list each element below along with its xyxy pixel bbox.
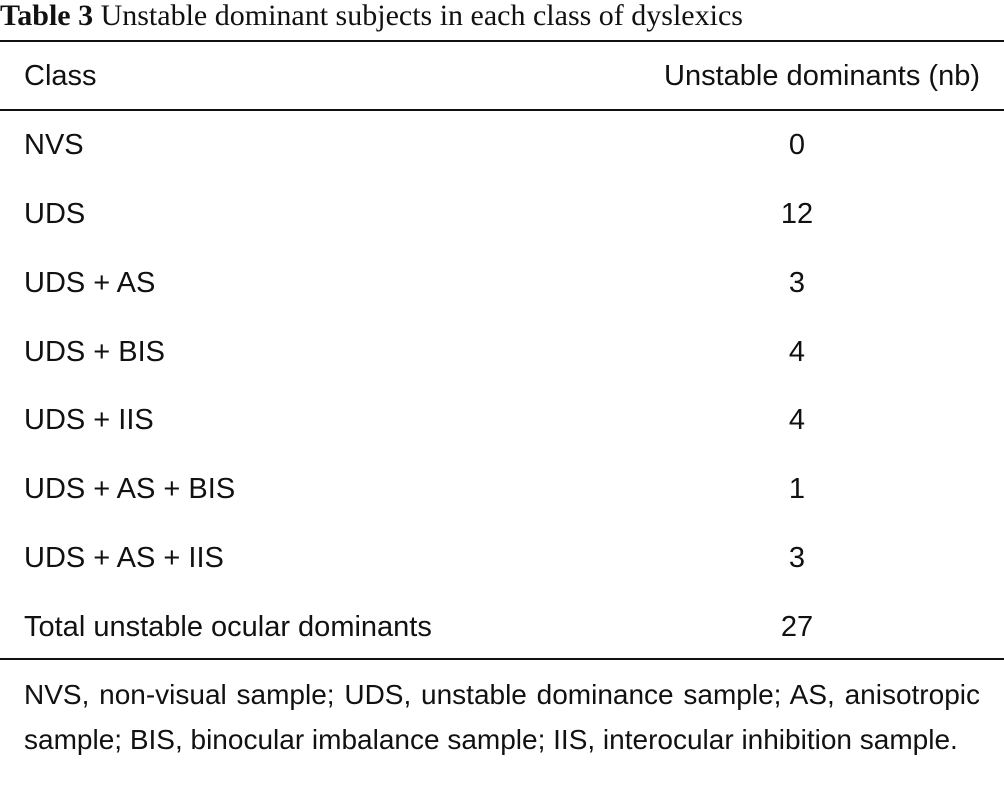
- header-unstable-dominants: Unstable dominants (nb): [664, 60, 980, 92]
- table-header-rule: [0, 109, 1004, 111]
- row-class-cell: UDS + AS + BIS: [24, 473, 236, 505]
- table-footnote: NVS, non-visual sample; UDS, unstable dominance sample; AS, anisotropic sample; BIS, binocular imbalance sample; IIS, interocular inhibition sample.: [24, 679, 980, 755]
- table-caption: [0, 0, 743, 36]
- row-count-cell: 3: [788, 542, 806, 574]
- row-class-cell: UDS: [24, 198, 86, 230]
- table-bottom-rule: [0, 658, 1004, 660]
- row-count-cell: 12: [780, 198, 814, 230]
- row-count-cell: 4: [788, 336, 806, 368]
- row-class-cell: UDS + BIS: [24, 336, 166, 368]
- row-class-cell: UDS + AS: [24, 267, 156, 299]
- row-class-cell: UDS + IIS: [24, 404, 154, 436]
- header-class: Class: [24, 60, 97, 92]
- row-class-cell: NVS: [24, 129, 84, 161]
- row-count-cell: 0: [788, 129, 806, 161]
- table-caption-text: Unstable dominant subjects in each class of dyslexics: [100, 0, 743, 32]
- row-class-cell: UDS + AS + IIS: [24, 542, 224, 574]
- row-class-cell: Total unstable ocular dominants: [24, 611, 432, 643]
- table-top-rule: [0, 40, 1004, 42]
- row-count-cell: 4: [788, 404, 806, 436]
- row-count-cell: 27: [780, 611, 814, 643]
- row-count-cell: 1: [788, 473, 806, 505]
- row-count-cell: 3: [788, 267, 806, 299]
- table-caption-label: Table 3: [0, 0, 94, 32]
